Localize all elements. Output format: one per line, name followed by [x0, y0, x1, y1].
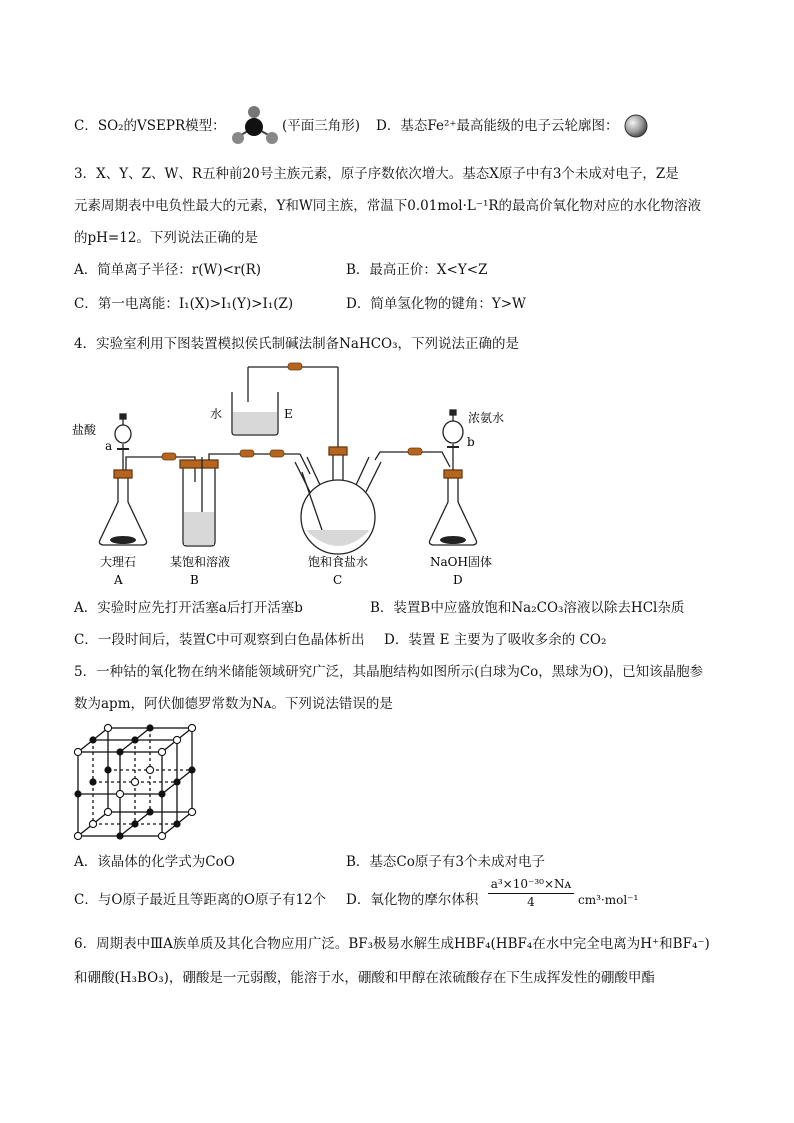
question-3-stem-1: 3．X、Y、Z、W、R五种前20号主族元素，原子序数依次增大。基态X原子中有3个未成对电子，Z是 [74, 166, 679, 182]
label-brine: 饱和食盐水 [308, 555, 369, 569]
option-5c: C．与O原子最近且等距离的O原子有12个 [74, 892, 327, 908]
option-3a: A．简单离子半径：r(W)<r(R) [74, 262, 262, 278]
label-stopcock-b: b [467, 435, 475, 449]
fraction-denominator: 4 [527, 895, 535, 909]
option-5b: B．基态Co原子有3个未成对电子 [346, 854, 545, 870]
option-3c: C．第一电离能：I₁(X)>I₁(Y)>I₁(Z) [74, 296, 294, 312]
apparatus-diagram [70, 362, 570, 590]
option-5a: A．该晶体的化学式为CoO [74, 854, 235, 870]
label-marble: 大理石 [100, 555, 137, 569]
crystal-cell-diagram [70, 722, 200, 842]
question-5-stem-1: 5．一种钴的氧化物在纳米储能领域研究广泛，其晶胞结构如图所示(白球为Co，黑球为O)，已知该晶胞参 [74, 664, 704, 680]
option-5d-prefix: D．氧化物的摩尔体积 [346, 892, 479, 908]
label-ammonia: 浓氨水 [468, 411, 505, 425]
question-3-stem-2: 元素周期表中电负性最大的元素，Y和W同主族，常温下0.01mol·L⁻¹R的最高价氧化物对应的水化物溶液 [74, 198, 702, 214]
option-3d: D．简单氢化物的键角：Y>W [346, 296, 526, 312]
option-4a: A．实验时应先打开活塞a后打开活塞b [74, 600, 303, 616]
molar-volume-unit: cm³·mol⁻¹ [578, 893, 639, 907]
question-4-stem: 4．实验室利用下图装置模拟侯氏制碱法制备NaHCO₃，下列说法正确的是 [74, 336, 520, 352]
label-apparatus-b: B [190, 573, 199, 587]
question-6-line-2: 和硼酸(H₃BO₃)，硼酸是一元弱酸，能溶于水，硼酸和甲醇在浓硫酸存在下生成挥发性的硼酸甲酯 [74, 970, 655, 986]
label-apparatus-d: D [453, 573, 463, 587]
option-3b: B．最高正价：X<Y<Z [346, 262, 488, 278]
option-4d: D．装置 E 主要为了吸收多余的 CO₂ [384, 632, 607, 648]
option-2d-label: D．基态Fe²⁺最高能级的电子云轮廓图： [376, 118, 619, 134]
label-apparatus-a: A [114, 573, 123, 587]
vsepr-model-image [226, 103, 286, 145]
label-hcl: 盐酸 [72, 423, 97, 437]
label-water: 水 [210, 407, 223, 421]
label-naoh: NaOH固体 [430, 555, 492, 569]
electron-cloud-sphere-image [622, 112, 650, 140]
label-beaker-e: E [284, 407, 293, 421]
label-apparatus-c: C [333, 573, 343, 587]
fraction-numerator: a³×10⁻³⁰×Nᴀ [488, 876, 574, 894]
label-stopcock-a: a [105, 439, 113, 453]
option-2c-note: (平面三角形) [282, 118, 361, 134]
option-4c: C．一段时间后，装置C中可观察到白色晶体析出 [74, 632, 365, 648]
option-2c-label: C．SO₂的VSEPR模型： [74, 118, 226, 134]
question-6-line-1: 6．周期表中ⅢA族单质及其化合物应用广泛。BF₃极易水解生成HBF₄(HBF₄在水中完全电离为H⁺和BF₄⁻) [74, 936, 710, 952]
molar-volume-fraction [488, 876, 574, 910]
question-5-stem-2: 数为apm，阿伏伽德罗常数为Nᴀ。下列说法错误的是 [74, 696, 393, 712]
label-sat-solution: 某饱和溶液 [170, 555, 231, 569]
option-4b: B．装置B中应盛放饱和Na₂CO₃溶液以除去HCl杂质 [370, 600, 685, 616]
question-3-stem-3: 的pH=12。下列说法正确的是 [74, 230, 258, 246]
